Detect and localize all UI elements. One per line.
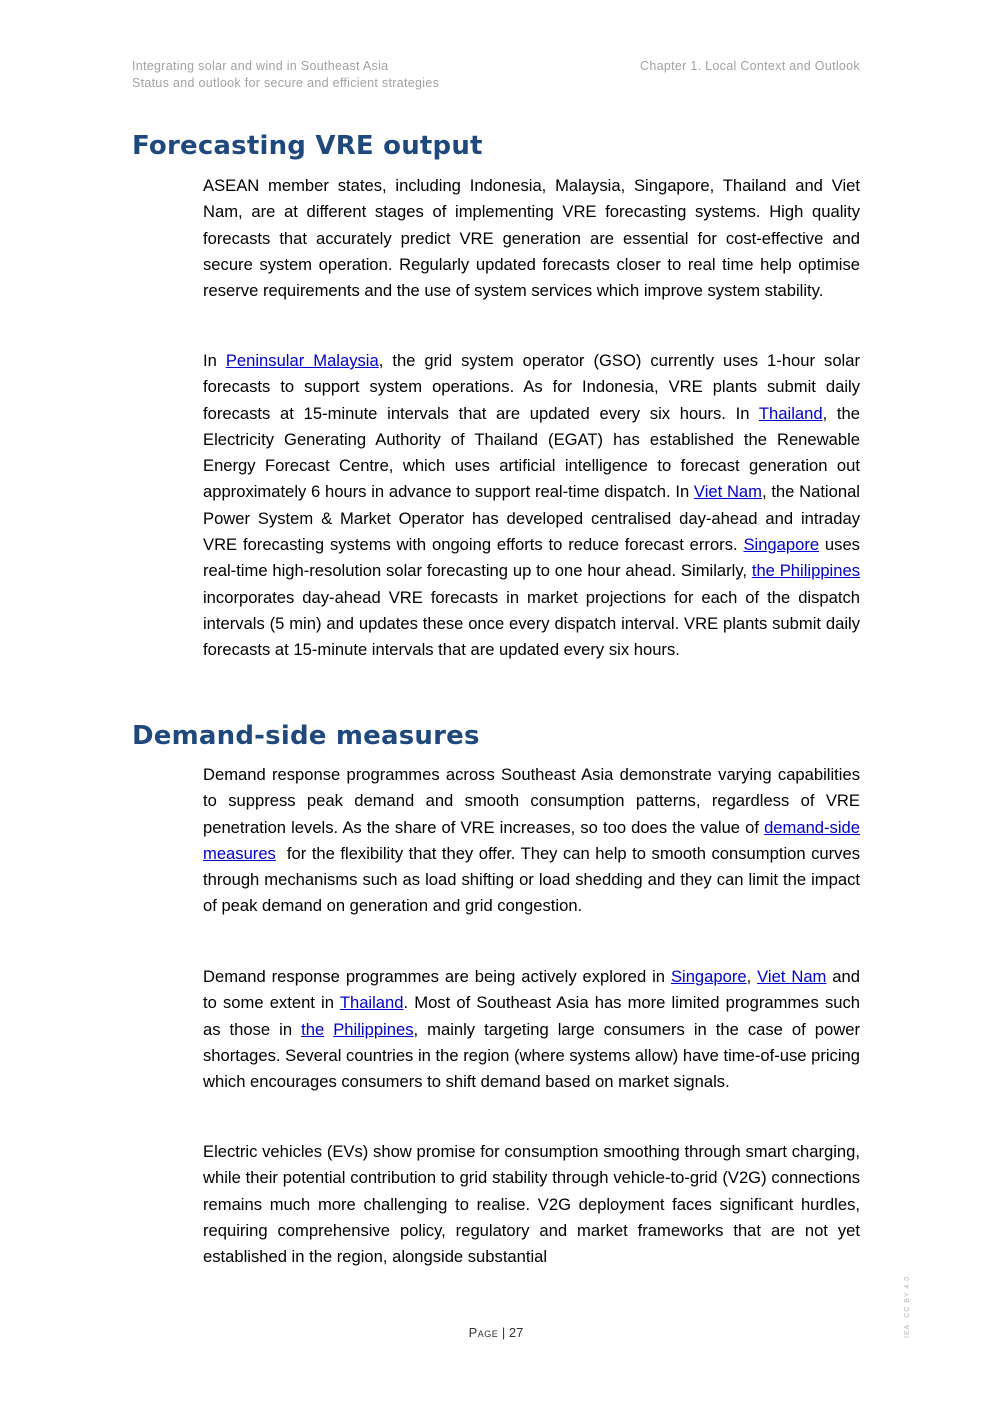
paragraph-demand-programmes (203, 964, 860, 1095)
text-run (324, 1020, 333, 1039)
text-run: and to some extent in (203, 967, 860, 1013)
link-philippines[interactable]: Philippines (333, 1019, 414, 1039)
link-viet-nam[interactable]: Viet Nam (757, 967, 827, 986)
text-run: In (203, 351, 226, 370)
text-run: . Most of Southeast Asia has more limited programmes such as those in (203, 993, 860, 1039)
link-thailand[interactable]: Thailand (758, 403, 823, 423)
section-title-forecasting: Forecasting VRE output (132, 131, 483, 161)
page-footer (0, 1325, 992, 1340)
link-thailand[interactable]: Thailand (339, 993, 404, 1013)
paragraph-forecasting-countries (203, 348, 860, 664)
link-viet-nam[interactable]: Viet Nam (693, 482, 762, 502)
paragraph-electric-vehicles: Electric vehicles (EVs) show promise for consumption smoothing through smart charging, while their potential contribution to grid stability through vehicle-to-grid (V2G) connections remains much more challenging to realise. V2G deployment faces significant hurdles, requiring comprehensive policy, regulatory and market frameworks that are not yet established in the region, alongside substantial (203, 1142, 860, 1267)
chapter-title: Chapter 1. Local Context and Outlook (640, 59, 860, 73)
text-run: , the grid system operator (GSO) currently uses 1-hour solar forecasts to support system operations. As for Indonesia, VRE plants submit daily forecasts at 15-minute intervals that are updated every six hours. In (203, 351, 860, 423)
link-the-philippines[interactable]: the Philippines (751, 561, 860, 581)
paragraph-forecasting-intro: ASEAN member states, including Indonesia, Malaysia, Singapore, Thailand and Viet Nam, are at different stages of implementing VRE forecasting systems. High quality forecasts that accurately predict VRE generation are essential for cost-effective and secure system operation. Regularly updated forecasts closer to real time help optimise reserve requirements and the use of system services which improve system stability. (203, 176, 860, 301)
running-header-left (132, 58, 439, 92)
text-run: , the Electricity Generating Authority of Thailand (EGAT) has established the Renewable Energy Forecast Centre, which uses artificial intelligence to forecast generation out approximately 6 hours in advance to support real-time dispatch. In (203, 403, 860, 502)
section-title-demand: Demand-side measures (132, 721, 480, 751)
page-number: 27 (508, 1325, 524, 1340)
text-run: incorporates day-ahead VRE forecasts in market projections for each of the dispatch intervals (5 min) and updates these once every dispatch interval. VRE plants submit daily forecasts at 15-minute intervals that are updated every six hours. (203, 587, 860, 660)
page-label: Page (468, 1325, 499, 1340)
text-run: Demand response programmes across Southeast Asia demonstrate varying capabilities to suppress peak demand and smooth consumption patterns, regardless of VRE penetration levels. As the share of VRE increases, so too does the value of (203, 765, 860, 837)
text-run: uses real-time high-resolution solar forecasting up to one hour ahead. Similarly, (203, 535, 860, 581)
paragraph-demand-response (203, 762, 865, 920)
license-note: IEA. CC BY 4.0. (904, 1272, 911, 1338)
report-subtitle: Status and outlook for secure and efficient strategies (132, 76, 440, 90)
page-separator: | (498, 1325, 509, 1340)
text-run: , (746, 967, 758, 986)
link-singapore[interactable]: Singapore (670, 967, 747, 986)
text-run: , the National Power System & Market Operator has developed centralised day-ahead and intraday VRE forecasting systems with ongoing efforts to reduce forecast errors. (203, 482, 860, 555)
text-run: Demand response programmes are being actively explored in (203, 967, 671, 986)
link-singapore[interactable]: Singapore (743, 535, 820, 555)
link-demand-side-measures[interactable]: demand-side measures (203, 817, 860, 863)
text-run: for the flexibility that they offer. They can help to smooth consumption curves through mechanisms such as load shifting or load shedding and they can limit the impact of peak demand on generation and grid congestion. (203, 843, 865, 916)
link-peninsular-malaysia[interactable]: Peninsular Malaysia (225, 351, 379, 370)
link-the[interactable]: the (301, 1019, 325, 1039)
report-title: Integrating solar and wind in Southeast Asia (132, 59, 389, 73)
text-run: , mainly targeting large consumers in the case of power shortages. Several countries in the region (where systems allow) have time-of-use pricing which encourages consumers to shift demand based on market signals. (203, 1019, 860, 1092)
